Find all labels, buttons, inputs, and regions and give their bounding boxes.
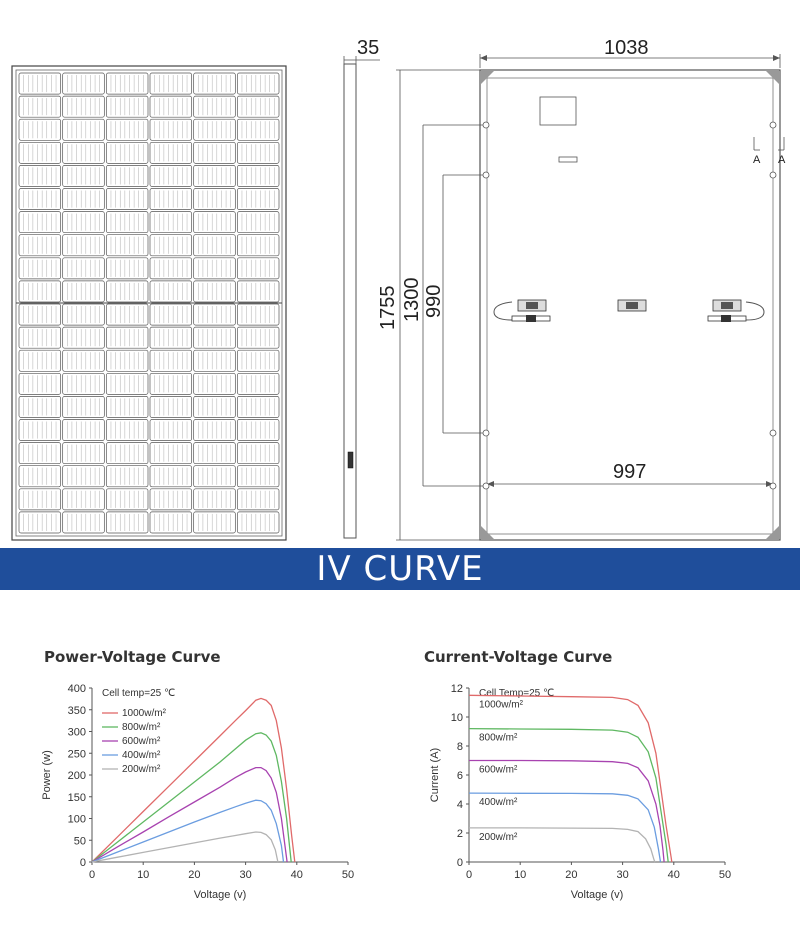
height-dimension: 1755 <box>377 285 399 330</box>
pv-chart-title: Power-Voltage Curve <box>44 648 221 666</box>
y-tick-label: 8 <box>456 741 463 753</box>
series-label: 1000w/m² <box>479 699 523 711</box>
y-tick-label: 4 <box>456 799 463 811</box>
legend-label: 600w/m² <box>122 736 161 747</box>
y-axis-label: Current (A) <box>429 747 441 803</box>
series-line <box>92 800 284 862</box>
y-tick-label: 100 <box>67 813 86 826</box>
cell-temperature-annotation: Cell Temp=25 ℃ <box>479 688 555 699</box>
mount-spacing-outer-dimension: 1300 <box>401 277 423 322</box>
iv-chart-title: Current-Voltage Curve <box>424 648 613 666</box>
series-line <box>92 832 278 862</box>
y-tick-label: 250 <box>67 748 86 761</box>
series-line <box>469 761 664 863</box>
legend-label: 400w/m² <box>122 750 161 761</box>
x-axis-label: Voltage (v) <box>570 889 624 901</box>
legend-label: 1000w/m² <box>122 708 166 719</box>
y-tick-label: 150 <box>67 791 86 804</box>
x-tick-label: 20 <box>188 869 201 881</box>
legend-label: 800w/m² <box>122 722 161 733</box>
x-tick-label: 50 <box>341 869 355 881</box>
y-tick-label: 200 <box>67 770 86 782</box>
current-voltage-chart <box>410 672 790 922</box>
y-tick-label: 6 <box>456 770 463 782</box>
thickness-dimension: 35 <box>357 37 380 59</box>
y-tick-label: 350 <box>67 704 86 717</box>
y-tick-label: 50 <box>73 835 86 848</box>
mount-spacing-inner-dimension: 990 <box>423 284 445 318</box>
x-axis-label: Voltage (v) <box>193 889 247 901</box>
x-tick-label: 20 <box>565 869 578 881</box>
x-tick-label: 50 <box>718 869 732 881</box>
x-tick-label: 30 <box>616 869 629 881</box>
inner-width-dimension: 997 <box>613 461 647 483</box>
series-label: 200w/m² <box>479 831 518 843</box>
x-tick-label: 30 <box>239 869 252 881</box>
x-tick-label: 0 <box>465 869 473 881</box>
width-dimension: 1038 <box>604 37 649 59</box>
module-front-view <box>12 66 286 540</box>
banner-title: IV CURVE <box>316 549 484 589</box>
x-tick-label: 10 <box>137 869 150 881</box>
x-tick-label: 10 <box>514 869 527 881</box>
y-tick-label: 400 <box>67 683 86 695</box>
series-line <box>92 768 287 862</box>
y-tick-label: 2 <box>456 828 463 840</box>
series-label: 400w/m² <box>479 797 518 809</box>
cell-temperature-annotation: Cell temp=25 ℃ <box>102 688 176 699</box>
power-voltage-chart <box>20 672 400 922</box>
legend-label: 200w/m² <box>122 764 161 775</box>
x-tick-label: 40 <box>667 869 680 881</box>
y-axis-label: Power (w) <box>41 750 53 800</box>
series-label: 600w/m² <box>479 764 518 776</box>
y-tick-label: 0 <box>456 857 463 869</box>
x-tick-label: 0 <box>88 869 96 881</box>
y-tick-label: 12 <box>450 683 463 695</box>
section-mark-left: A <box>753 154 761 166</box>
y-tick-label: 0 <box>79 857 86 869</box>
iv-curve-banner <box>0 548 800 590</box>
y-tick-label: 300 <box>67 726 86 739</box>
module-side-view <box>344 37 380 538</box>
module-back-view <box>377 37 786 540</box>
y-tick-label: 10 <box>450 712 463 724</box>
section-mark-right: A <box>778 154 786 166</box>
series-label: 800w/m² <box>479 732 518 744</box>
x-tick-label: 40 <box>290 869 303 881</box>
